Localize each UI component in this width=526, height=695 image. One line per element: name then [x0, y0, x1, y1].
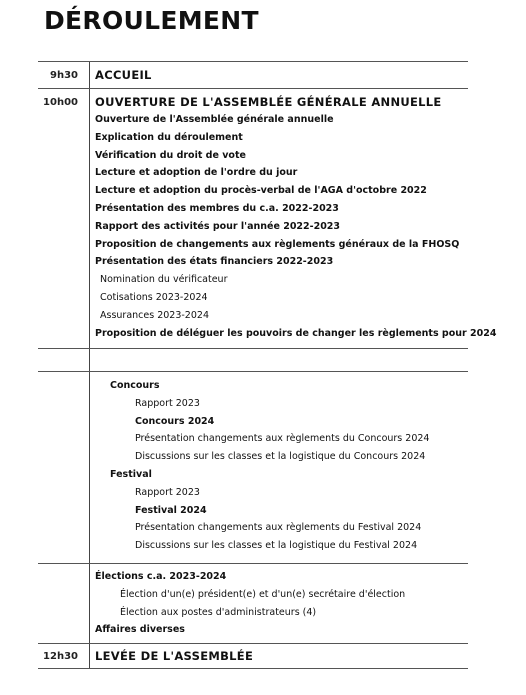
agenda-table — [38, 61, 497, 669]
time-accueil: 9h30 — [50, 70, 78, 81]
list-subitem: Assurances 2023-2024 — [100, 309, 209, 321]
heading-ouverture: OUVERTURE DE L'ASSEMBLÉE GÉNÉRALE ANNUELLE — [95, 95, 442, 109]
agenda-section-concours-festival — [38, 371, 468, 563]
list-subitem: Présentation changements aux règlements du Concours 2024 — [135, 433, 430, 445]
list-subitem: Discussions sur les classes et la logistique du Concours 2024 — [135, 451, 426, 463]
agenda-section-elections — [38, 563, 468, 643]
list-item: Explication du déroulement — [95, 131, 243, 143]
list-subitem: Discussions sur les classes et la logistique du Festival 2024 — [135, 540, 418, 552]
list-subitem: Présentation changements aux règlements du Festival 2024 — [135, 522, 422, 534]
elections-heading: Élections c.a. 2023-2024 — [95, 571, 227, 582]
time-ouverture: 10h00 — [43, 97, 78, 108]
list-item: Ouverture de l'Assemblée générale annuelle — [95, 114, 334, 125]
agenda-section-levee — [38, 643, 468, 669]
list-item: Présentation des états financiers 2022-2023 — [95, 256, 334, 268]
list-subitem: Rapport 2023 — [135, 397, 200, 409]
time-levee: 12h30 — [43, 651, 78, 662]
heading-levee: LEVÉE DE L'ASSEMBLÉE — [95, 649, 254, 663]
list-subitem: Concours 2024 — [135, 415, 215, 427]
list-item: Lecture et adoption de l'ordre du jour — [95, 167, 298, 179]
list-item: Vérification du droit de vote — [95, 149, 246, 161]
list-subitem: Élection d'un(e) président(e) et d'un(e) secrétaire d'élection — [120, 588, 406, 600]
agenda-section-accueil — [38, 61, 468, 88]
list-item: Lecture et adoption du procès-verbal de l'AGA d'octobre 2022 — [95, 185, 427, 197]
list-subitem: Nomination du vérificateur — [100, 274, 228, 286]
list-item: Rapport des activités pour l'année 2022-2023 — [95, 220, 341, 232]
list-subitem: Cotisations 2023-2024 — [100, 291, 208, 303]
list-subitem: Rapport 2023 — [135, 486, 200, 498]
page-title: DÉROULEMENT — [44, 6, 259, 35]
agenda-section-empty — [38, 348, 468, 371]
festival-label: Festival — [110, 468, 152, 480]
concours-label: Concours — [110, 380, 160, 391]
agenda-section-ouverture — [38, 88, 497, 348]
list-item: Proposition de changements aux règlements généraux de la FHOSQ — [95, 238, 460, 250]
heading-accueil: ACCUEIL — [95, 68, 152, 82]
list-subitem: Festival 2024 — [135, 504, 207, 516]
affaires-diverses: Affaires diverses — [95, 624, 185, 636]
list-subitem: Élection aux postes d'administrateurs (4) — [120, 606, 317, 618]
list-item: Présentation des membres du c.a. 2022-2023 — [95, 202, 339, 214]
list-item: Proposition de déléguer les pouvoirs de changer les règlements pour 2024 — [95, 327, 497, 339]
